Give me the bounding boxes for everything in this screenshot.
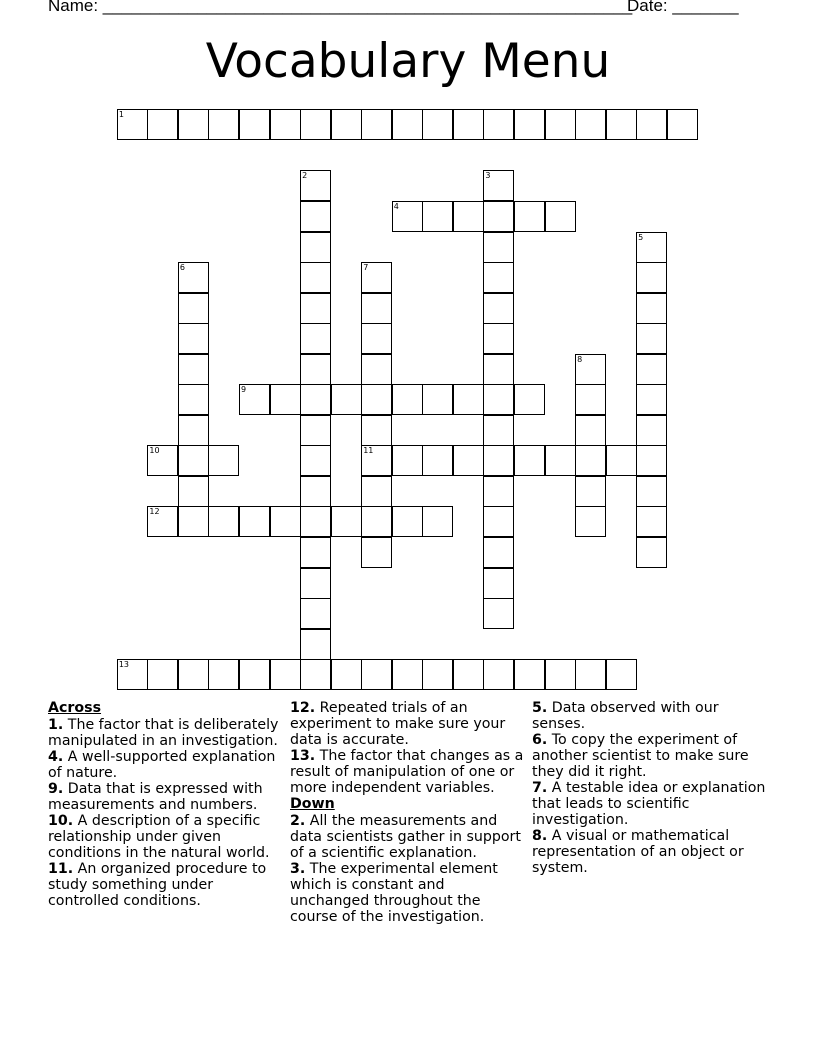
crossword-cell[interactable] [178,445,209,476]
clues-column-3 [532,700,772,876]
clue-number-label: 1 [118,110,124,120]
crossword-cell[interactable] [300,293,331,324]
crossword-cell[interactable] [178,384,209,415]
clue-number: 10. [48,813,74,829]
crossword-cell[interactable] [331,506,362,537]
crossword-cell[interactable] [422,659,453,690]
clue-number: 5. [532,700,548,716]
crossword-cell[interactable] [575,445,606,476]
clue-number-label: 7 [363,263,369,273]
crossword-cell[interactable] [636,476,667,507]
crossword-cell[interactable] [514,659,545,690]
crossword-cell[interactable] [575,109,606,140]
date-field-label: Date: _______ [627,0,739,15]
clue-item [532,780,772,828]
crossword-cell[interactable] [636,506,667,537]
crossword-cell[interactable] [483,598,514,629]
clue-text: Data observed with our senses. [532,700,719,732]
clue-item [290,813,525,861]
clue-number-label: 8 [577,354,583,364]
clue-number-label: 6 [179,263,185,273]
crossword-cell[interactable] [178,415,209,446]
clue-number: 9. [48,781,64,797]
clue-number: 4. [48,749,64,765]
clue-text: All the measurements and data scientists gather in support of a scientific explanation. [290,813,521,861]
crossword-cell[interactable] [361,354,392,385]
crossword-cell[interactable] [147,445,178,476]
crossword-cell[interactable] [300,506,331,537]
crossword-cell[interactable] [636,415,667,446]
crossword-cell[interactable] [331,109,362,140]
crossword-cell[interactable] [178,354,209,385]
crossword-cell[interactable] [178,659,209,690]
crossword-cell[interactable] [300,476,331,507]
crossword-cell[interactable] [178,506,209,537]
crossword-cell[interactable] [392,659,423,690]
crossword-cell[interactable] [361,659,392,690]
crossword-cell[interactable] [392,506,423,537]
clue-number: 7. [532,780,548,796]
clue-number: 8. [532,828,548,844]
down-clue-list-continued [532,700,772,876]
crossword-cell[interactable] [270,506,301,537]
crossword-cell[interactable] [331,384,362,415]
clue-number: 11. [48,861,74,877]
crossword-cell[interactable] [178,262,209,293]
crossword-cell[interactable] [392,109,423,140]
crossword-cell[interactable] [117,659,148,690]
crossword-cell[interactable] [208,506,239,537]
across-clue-list [48,717,283,909]
crossword-cell[interactable] [361,476,392,507]
clue-item [532,700,772,732]
clue-text: Repeated trials of an experiment to make sure your data is accurate. [290,700,506,748]
crossword-cell[interactable] [208,659,239,690]
crossword-cell[interactable] [575,476,606,507]
crossword-cell[interactable] [300,262,331,293]
down-clue-list [290,813,525,925]
across-heading: Across [48,700,102,716]
crossword-cell[interactable] [636,445,667,476]
crossword-cell[interactable] [331,659,362,690]
clues-column-1 [48,700,283,909]
crossword-cell[interactable] [545,201,576,232]
clue-number: 12. [290,700,316,716]
crossword-cell[interactable] [361,384,392,415]
crossword-cell[interactable] [606,659,637,690]
crossword-cell[interactable] [483,506,514,537]
crossword-cell[interactable] [514,201,545,232]
clue-number: 2. [290,813,306,829]
clue-text: An organized procedure to study something under controlled conditions. [48,861,267,909]
crossword-cell[interactable] [483,537,514,568]
crossword-cell[interactable] [545,109,576,140]
clue-item [48,813,283,861]
across-clue-list-continued [290,700,525,796]
clue-item [532,828,772,876]
crossword-cell[interactable] [117,109,148,140]
clue-number-label: 10 [149,446,160,456]
clue-number-label: 4 [393,201,399,211]
crossword-cell[interactable] [147,506,178,537]
crossword-cell[interactable] [606,109,637,140]
clue-item [290,748,525,796]
crossword-cell[interactable] [636,537,667,568]
crossword-cell[interactable] [636,384,667,415]
crossword-cell[interactable] [483,232,514,263]
crossword-cell[interactable] [483,323,514,354]
crossword-cell[interactable] [239,109,270,140]
clue-text: A testable idea or explanation that leads to scientific investigation. [532,780,766,828]
crossword-cell[interactable] [453,384,484,415]
clue-number: 1. [48,717,64,733]
crossword-cell[interactable] [361,323,392,354]
crossword-cell[interactable] [483,568,514,599]
clue-number-label: 12 [149,507,160,517]
crossword-cell[interactable] [178,323,209,354]
crossword-cell[interactable] [361,506,392,537]
crossword-cell[interactable] [453,109,484,140]
crossword-cell[interactable] [300,354,331,385]
crossword-cell[interactable] [361,262,392,293]
crossword-cell[interactable] [300,568,331,599]
crossword-cell[interactable] [636,323,667,354]
name-field-label: Name: ________________________________________________________ [48,0,633,15]
crossword-cell[interactable] [361,445,392,476]
crossword-cell[interactable] [422,506,453,537]
crossword-cell[interactable] [636,293,667,324]
crossword-cell[interactable] [300,323,331,354]
crossword-cell[interactable] [636,232,667,263]
crossword-cell[interactable] [300,384,331,415]
crossword-cell[interactable] [514,384,545,415]
crossword-cell[interactable] [208,109,239,140]
crossword-cell[interactable] [483,445,514,476]
crossword-cell[interactable] [208,445,239,476]
clue-number-label: 5 [638,232,644,242]
clue-text: A visual or mathematical representation of an object or system. [532,828,744,876]
crossword-cell[interactable] [483,354,514,385]
clue-text: A well-supported explanation of nature. [48,749,276,781]
crossword-cell[interactable] [178,476,209,507]
crossword-cell[interactable] [422,445,453,476]
crossword-cell[interactable] [361,537,392,568]
page-title: Vocabulary Menu [205,34,611,89]
crossword-cell[interactable] [147,659,178,690]
crossword-cell[interactable] [514,445,545,476]
clue-number: 6. [532,732,548,748]
crossword-cell[interactable] [575,506,606,537]
crossword-cell[interactable] [300,445,331,476]
crossword-cell[interactable] [453,659,484,690]
crossword-cell[interactable] [606,445,637,476]
crossword-cell[interactable] [147,109,178,140]
clue-text: The factor that changes as a result of manipulation of one or more independent variables. [290,748,524,796]
clue-number-label: 9 [241,385,247,395]
crossword-cell[interactable] [239,659,270,690]
clue-text: The factor that is deliberately manipulated in an investigation. [48,717,279,749]
crossword-cell[interactable] [300,598,331,629]
clue-text: The experimental element which is constant and unchanged throughout the course of the investigation. [290,861,498,925]
clue-item [48,781,283,813]
crossword-cell[interactable] [178,109,209,140]
crossword-cell[interactable] [545,445,576,476]
crossword-cell[interactable] [483,659,514,690]
down-heading: Down [290,796,335,812]
crossword-cell[interactable] [483,415,514,446]
crossword-cell[interactable] [483,201,514,232]
clue-item [290,861,525,925]
crossword-cell[interactable] [575,354,606,385]
crossword-cell[interactable] [361,109,392,140]
crossword-cell[interactable] [514,109,545,140]
crossword-cell[interactable] [392,201,423,232]
crossword-cell[interactable] [545,659,576,690]
clue-number-label: 2 [302,171,308,181]
crossword-cell[interactable] [300,659,331,690]
crossword-cell[interactable] [636,354,667,385]
crossword-cell[interactable] [483,109,514,140]
clue-item [48,717,283,749]
crossword-cell[interactable] [483,170,514,201]
clue-number-label: 11 [363,446,374,456]
clue-item [48,749,283,781]
crossword-cell[interactable] [422,384,453,415]
crossword-cell[interactable] [361,415,392,446]
crossword-cell[interactable] [453,201,484,232]
crossword-cell[interactable] [483,384,514,415]
crossword-cell[interactable] [575,384,606,415]
crossword-cell[interactable] [422,109,453,140]
crossword-cell[interactable] [392,384,423,415]
crossword-cell[interactable] [270,109,301,140]
crossword-cell[interactable] [422,201,453,232]
crossword-cell[interactable] [483,262,514,293]
clue-number: 13. [290,748,316,764]
crossword-cell[interactable] [575,659,606,690]
crossword-cell[interactable] [361,293,392,324]
crossword-cell[interactable] [483,476,514,507]
clue-number: 3. [290,861,306,877]
crossword-cell[interactable] [392,445,423,476]
crossword-cell[interactable] [575,415,606,446]
crossword-cell[interactable] [636,262,667,293]
clue-item [290,700,525,748]
crossword-cell[interactable] [270,384,301,415]
crossword-cell[interactable] [300,232,331,263]
crossword-cell[interactable] [270,659,301,690]
crossword-cell[interactable] [667,109,698,140]
crossword-cell[interactable] [300,170,331,201]
clue-item [48,861,283,909]
crossword-cell[interactable] [300,537,331,568]
crossword-cell[interactable] [453,445,484,476]
crossword-cell[interactable] [300,201,331,232]
clue-text: To copy the experiment of another scientist to make sure they did it right. [532,732,749,780]
crossword-cell[interactable] [300,109,331,140]
clue-number-label: 3 [485,171,491,181]
clue-number-label: 13 [118,660,129,670]
clue-text: A description of a specific relationship under given conditions in the natural world. [48,813,270,861]
crossword-cell[interactable] [239,384,270,415]
clue-text: Data that is expressed with measurements and numbers. [48,781,263,813]
crossword-cell[interactable] [239,506,270,537]
clues-column-2 [290,700,525,925]
crossword-cell[interactable] [483,293,514,324]
crossword-cell[interactable] [300,629,331,660]
crossword-cell[interactable] [300,415,331,446]
clue-item [532,732,772,780]
crossword-cell[interactable] [178,293,209,324]
crossword-cell[interactable] [636,109,667,140]
